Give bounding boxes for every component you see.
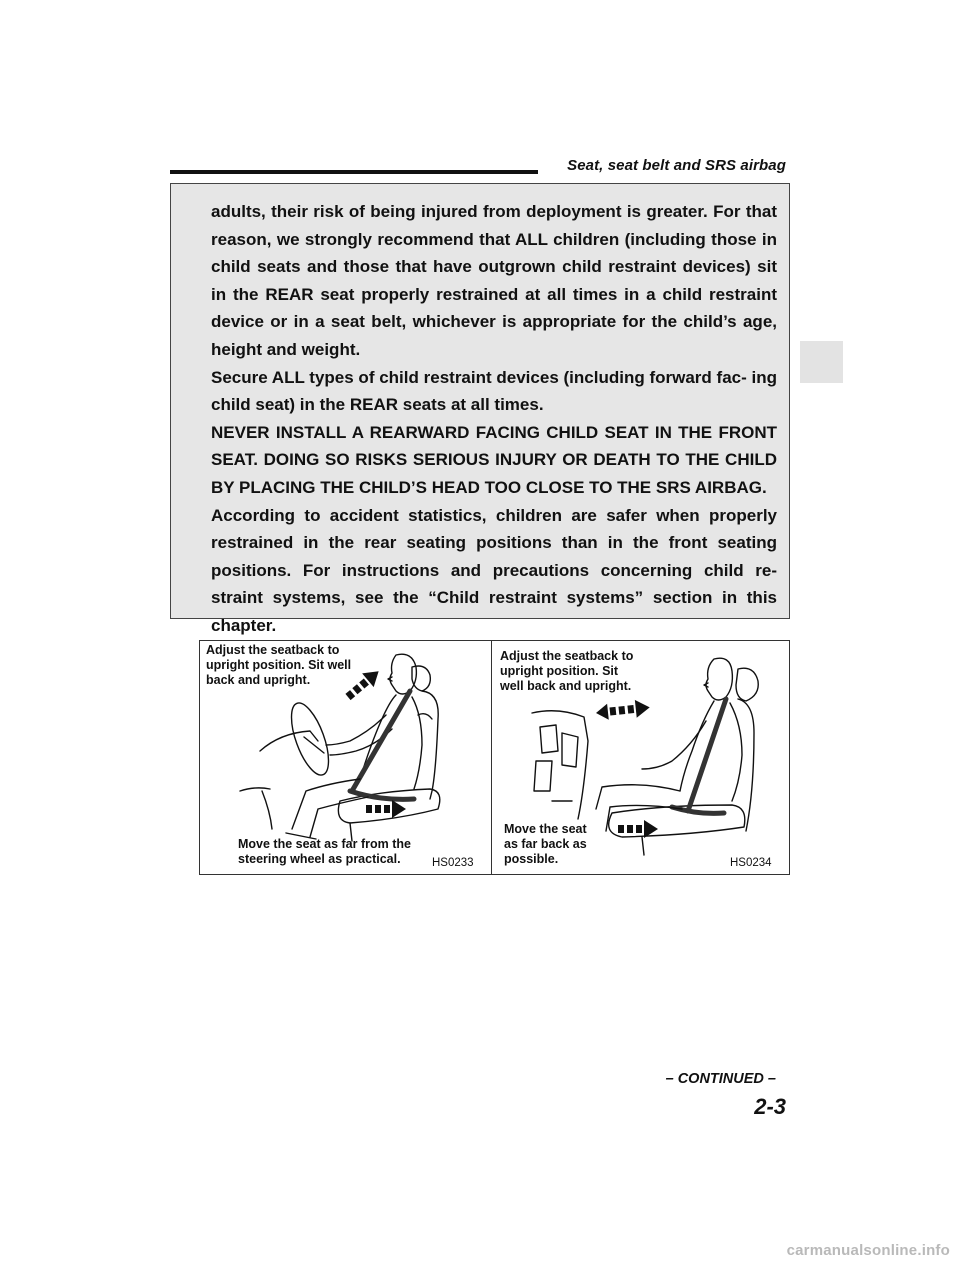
- figure-code: HS0233: [432, 857, 474, 869]
- continued-label: – CONTINUED –: [665, 1071, 776, 1087]
- chapter-side-tab: [800, 341, 843, 383]
- driver-caption-bottom: Move the seat as far from the steering wheel as practical.: [238, 837, 411, 866]
- figure-driver-panel: [200, 641, 491, 874]
- page-header-title: Seat, seat belt and SRS airbag: [567, 157, 786, 174]
- header-rule: [170, 170, 538, 174]
- driver-caption-top: Adjust the seatback to upright position. Sit well back and upright.: [206, 643, 352, 687]
- passenger-caption-top: Adjust the seatback to upright position. Sit well back and upright.: [500, 649, 634, 693]
- passenger-caption-bottom: Move the seat as far back as possible.: [504, 822, 587, 866]
- warning-paragraph: adults, their risk of being injured from deployment is greater. For that reason, we strongly recommend that ALL children (including those in child seats and those that have outgrown child restraint devices) sit in the REAR seat properly restrained at all times in a child restraint device or in a seat belt, whichever is appropriate for the child’s age, height and weight.: [211, 202, 777, 359]
- warning-paragraph: Secure ALL types of child restraint devices (including forward fac- ing child seat) in the REAR seats at all times.: [211, 367, 777, 415]
- page-number: 2-3: [754, 1094, 786, 1119]
- seating-figure: [199, 640, 790, 875]
- figure-passenger-panel: [492, 641, 789, 874]
- warning-paragraph: NEVER INSTALL A REARWARD FACING CHILD SEAT IN THE FRONT SEAT. DOING SO RISKS SERIOUS INJURY OR DEATH TO THE CHILD BY PLACING THE CHILD’S HEAD TOO CLOSE TO THE SRS AIRBAG.: [211, 422, 777, 497]
- warning-paragraph: According to accident statistics, children are safer when properly restrained in the rear seating positions than in the front seating positions. For instructions and precautions concerning child re- straint systems, see the “Child restraint systems” section in this chapter.: [211, 505, 777, 635]
- warning-box: [170, 183, 790, 635]
- watermark: carmanualsonline.info: [786, 1242, 950, 1259]
- warning-text: [211, 198, 777, 640]
- figure-code: HS0234: [730, 857, 772, 869]
